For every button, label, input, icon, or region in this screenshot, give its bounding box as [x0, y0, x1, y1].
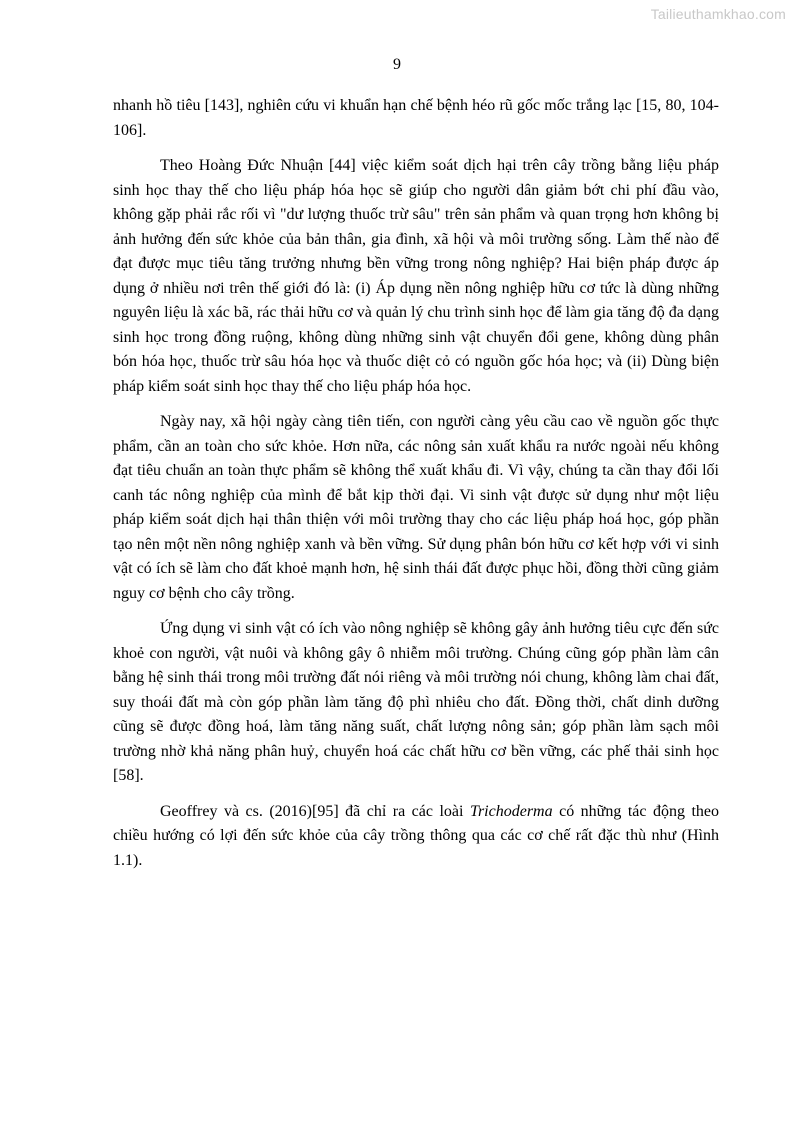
paragraph-3: Ngày nay, xã hội ngày càng tiên tiến, con người càng yêu cầu cao về nguồn gốc thực phẩm, cần an toàn cho sức khỏe. Hơn nữa, các nông sản xuất khẩu ra nước ngoài nếu không đạt tiêu chuẩn an toàn thực phẩm sẽ không thể xuất khẩu đi. Vì vậy, chúng ta cần thay đổi lối canh tác nông nghiệp của mình để bắt kịp thời đại. Vi sinh vật được sử dụng như một liệu pháp kiểm soát dịch hại thân thiện với môi trường thay cho các liệu pháp hoá học, góp phần tạo nên một nền nông nghiệp xanh và bền vững. Sử dụng phân bón hữu cơ kết hợp với vi sinh vật có ích sẽ làm cho đất khoẻ mạnh hơn, hệ sinh thái đất được phục hồi, đồng thời cũng giảm nguy cơ bệnh cho cây trồng. [113, 413, 719, 602]
paragraph-4: Ứng dụng vi sinh vật có ích vào nông nghiệp sẽ không gây ảnh hưởng tiêu cực đến sức khoẻ con người, vật nuôi và không gây ô nhiễm môi trường. Chúng cũng góp phần làm cân bằng hệ sinh thái trong môi trường đất nói riêng và môi trường nói chung, không làm chai đất, suy thoái đất mà còn góp phần làm tăng độ phì nhiêu cho đất. Đồng thời, chất dinh dưỡng cũng sẽ được đồng hoá, làm tăng năng suất, chất lượng nông sản; góp phần làm sạch môi trường nhờ khả năng phân huỷ, chuyển hoá các chất hữu cơ bền vững, các phế thải sinh học [58]. [113, 620, 719, 784]
paragraph-5-before: Geoffrey và cs. (2016)[95] đã chỉ ra các loài [160, 802, 470, 820]
paragraph-1: nhanh hồ tiêu [143], nghiên cứu vi khuẩn hạn chế bệnh héo rũ gốc mốc trắng lạc [15, 80, 104-106]. [113, 97, 719, 139]
species-name: Trichoderma [469, 802, 553, 820]
watermark: Tailieuthamkhao.com [650, 6, 786, 22]
paragraph-2: Theo Hoàng Đức Nhuận [44] việc kiểm soát dịch hại trên cây trồng bằng liệu pháp sinh học thay thế cho liệu pháp hóa học sẽ giúp cho người dân giảm bớt chi phí đầu vào, không gặp phải rắc rối vì "dư lượng thuốc trừ sâu" trên sản phẩm và quan trọng hơn không bị ảnh hưởng đến sức khỏe của bản thân, gia đình, xã hội và môi trường sống. Làm thế nào để đạt được mục tiêu tăng trưởng nhưng bền vững trong nông nghiệp? Hai biện pháp được áp dụng ở nhiều nơi trên thế giới đó là: (i) Áp dụng nền nông nghiệp hữu cơ tức là dùng những nguyên liệu là xác bã, rác thải hữu cơ và quản lý chu trình sinh học để làm gia tăng độ đa dạng sinh học trong đồng ruộng, không dùng những sinh vật chuyển đổi gene, không dùng phân bón hóa học, thuốc trừ sâu hóa học và thuốc diệt cỏ có nguồn gốc hóa học; và (ii) Dùng biện pháp kiểm soát sinh học thay thế cho liệu pháp hóa học. [113, 157, 719, 395]
paragraph-5 [113, 800, 719, 874]
paragraph-5-after: có những tác động theo chiều hướng có lợi đến sức khỏe của cây trồng thông qua các cơ chế rất đặc thù như (Hình 1.1). [113, 802, 719, 869]
page-number: 9 [393, 56, 401, 73]
document-body [113, 94, 719, 884]
